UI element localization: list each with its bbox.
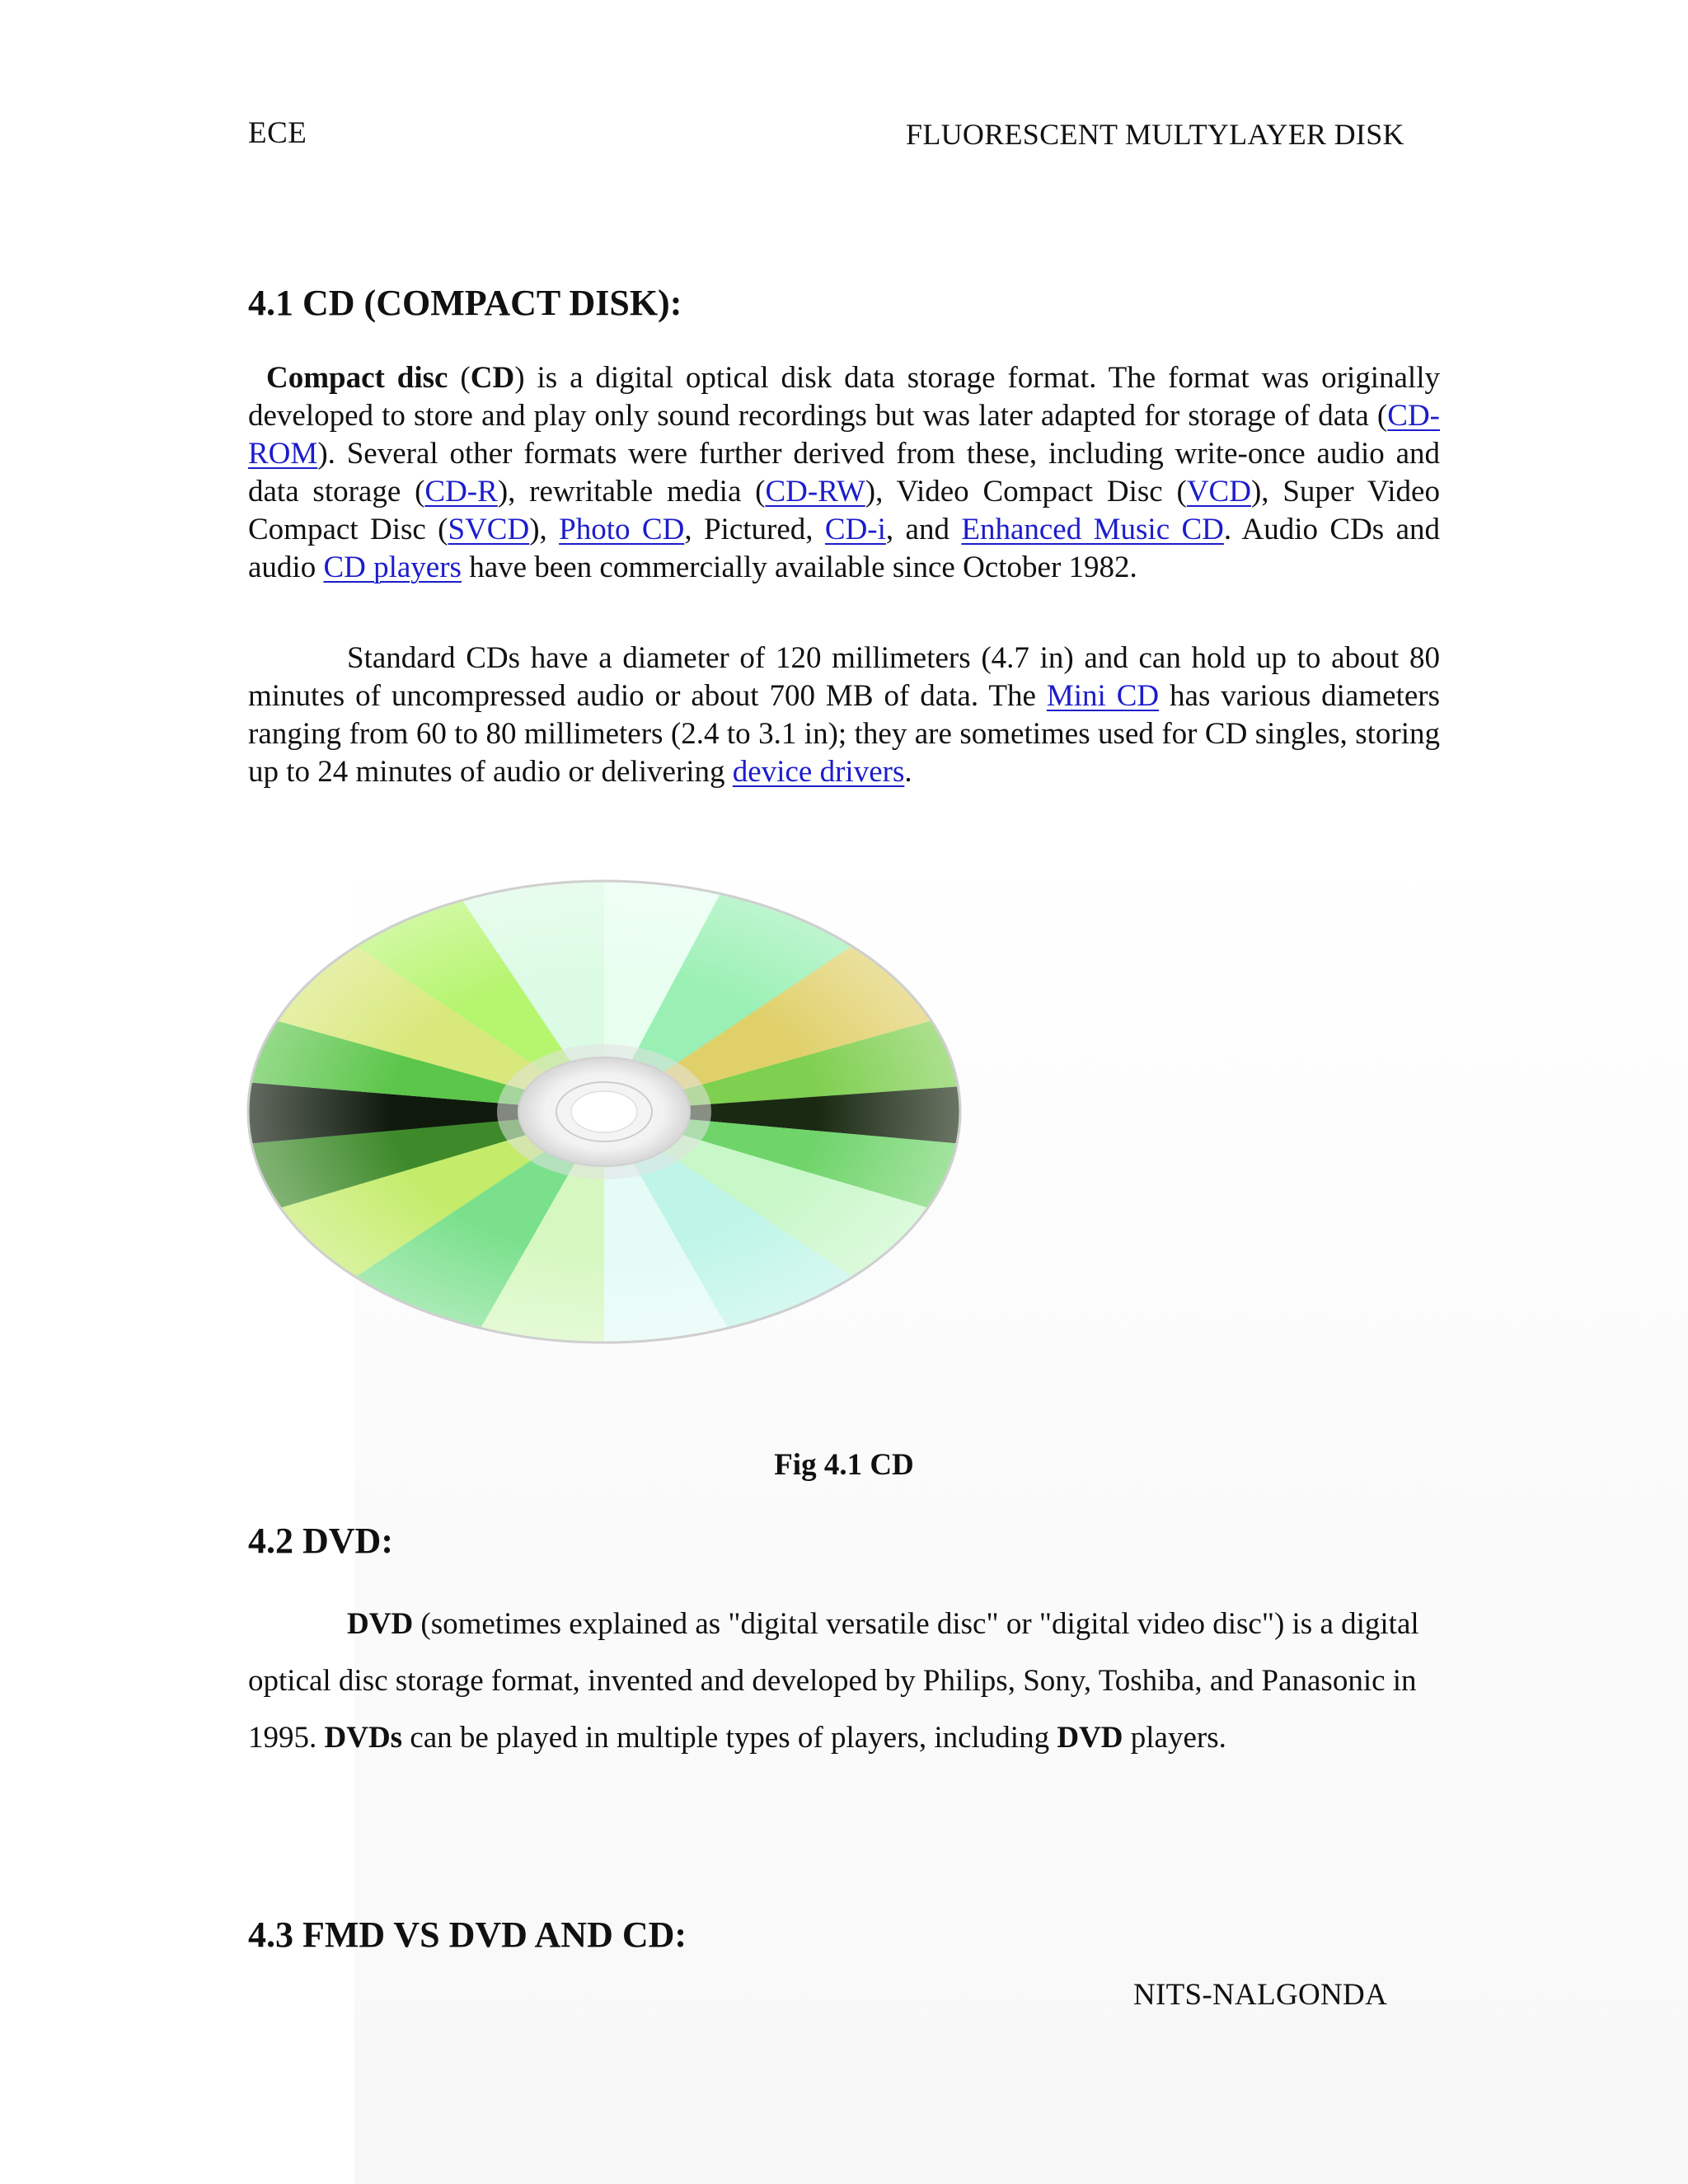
text-run: ). Several other formats were further derived from these, including write-once audio and data storage ( xyxy=(248,437,1440,509)
text-run: have been commercially available since October 1982. xyxy=(461,551,1137,584)
text-run: ( xyxy=(448,361,471,395)
bold-term: DVDs xyxy=(324,1721,403,1755)
text-run: ), xyxy=(529,513,560,546)
section-heading-4-3: 4.3 FMD VS DVD AND CD: xyxy=(248,1915,687,1955)
bold-term: DVD xyxy=(1057,1721,1123,1755)
link-mini-cd[interactable]: Mini CD xyxy=(1046,679,1160,713)
text-run: . Audio CDs and audio xyxy=(248,513,1440,584)
link-cd-r[interactable]: CD-R xyxy=(424,475,498,509)
text-run: players. xyxy=(1123,1721,1226,1755)
bold-term: Compact disc xyxy=(266,361,448,395)
text-run: ) is a digital optical disk data storage format. The format was originally developed to store and play only sound recordings but was later adapted for storage of data ( xyxy=(248,361,1440,433)
link-svcd[interactable]: SVCD xyxy=(448,513,530,546)
paragraph-dvd xyxy=(248,1596,1451,1766)
header-left: ECE xyxy=(248,116,307,150)
text-run: . xyxy=(904,755,912,789)
paragraph-standard-cds xyxy=(248,640,1440,791)
link-vcd[interactable]: VCD xyxy=(1186,475,1251,509)
link-cd-rom[interactable]: CD-ROM xyxy=(248,399,1440,471)
section-heading-4-1: 4.1 CD (COMPACT DISK): xyxy=(248,283,682,323)
text-run: Standard CDs have a diameter of 120 millimeters (4.7 in) and can hold up to about 80 minutes of uncompressed audio or about 700 MB of data. The xyxy=(248,641,1440,713)
link-cd-rw[interactable]: CD-RW xyxy=(765,475,865,509)
section-heading-4-2: 4.2 DVD: xyxy=(248,1521,393,1561)
text-run: , Pictured, xyxy=(684,513,825,546)
text-run: ), rewritable media ( xyxy=(497,475,766,509)
link-photo-cd[interactable]: Photo CD xyxy=(559,513,685,546)
text-run: (sometimes explained as "digital versatile disc" or "digital video disc") is a digital optical disc storage format, invented and developed by Philips, Sony, Toshiba, and Panasonic in 1995. xyxy=(248,1607,1419,1755)
paragraph-compact-disc xyxy=(248,359,1440,587)
text-run: , and xyxy=(885,513,962,546)
cd-disc-image xyxy=(246,872,963,1350)
link-cd-players[interactable]: CD players xyxy=(323,551,462,584)
bold-term: DVD xyxy=(347,1607,414,1641)
footer-right: NITS-NALGONDA xyxy=(1133,1978,1388,2012)
bold-term: CD xyxy=(470,361,515,395)
link-enhanced-music-cd[interactable]: Enhanced Music CD xyxy=(961,513,1224,546)
text-run: ), Video Compact Disc ( xyxy=(865,475,1187,509)
header-right: FLUORESCENT MULTYLAYER DISK xyxy=(906,118,1404,151)
figure-caption: Fig 4.1 CD xyxy=(774,1448,914,1482)
text-run: can be played in multiple types of players, including xyxy=(402,1721,1057,1755)
text-run: ), Super Video Compact Disc ( xyxy=(248,475,1440,546)
text-run: has various diameters ranging from 60 to 80 millimeters (2.4 to 3.1 in); they are sometimes used for CD singles, storing up to 24 minutes of audio or delivering xyxy=(248,679,1440,789)
link-device-drivers[interactable]: device drivers xyxy=(732,755,905,789)
link-cd-i[interactable]: CD-i xyxy=(824,513,886,546)
